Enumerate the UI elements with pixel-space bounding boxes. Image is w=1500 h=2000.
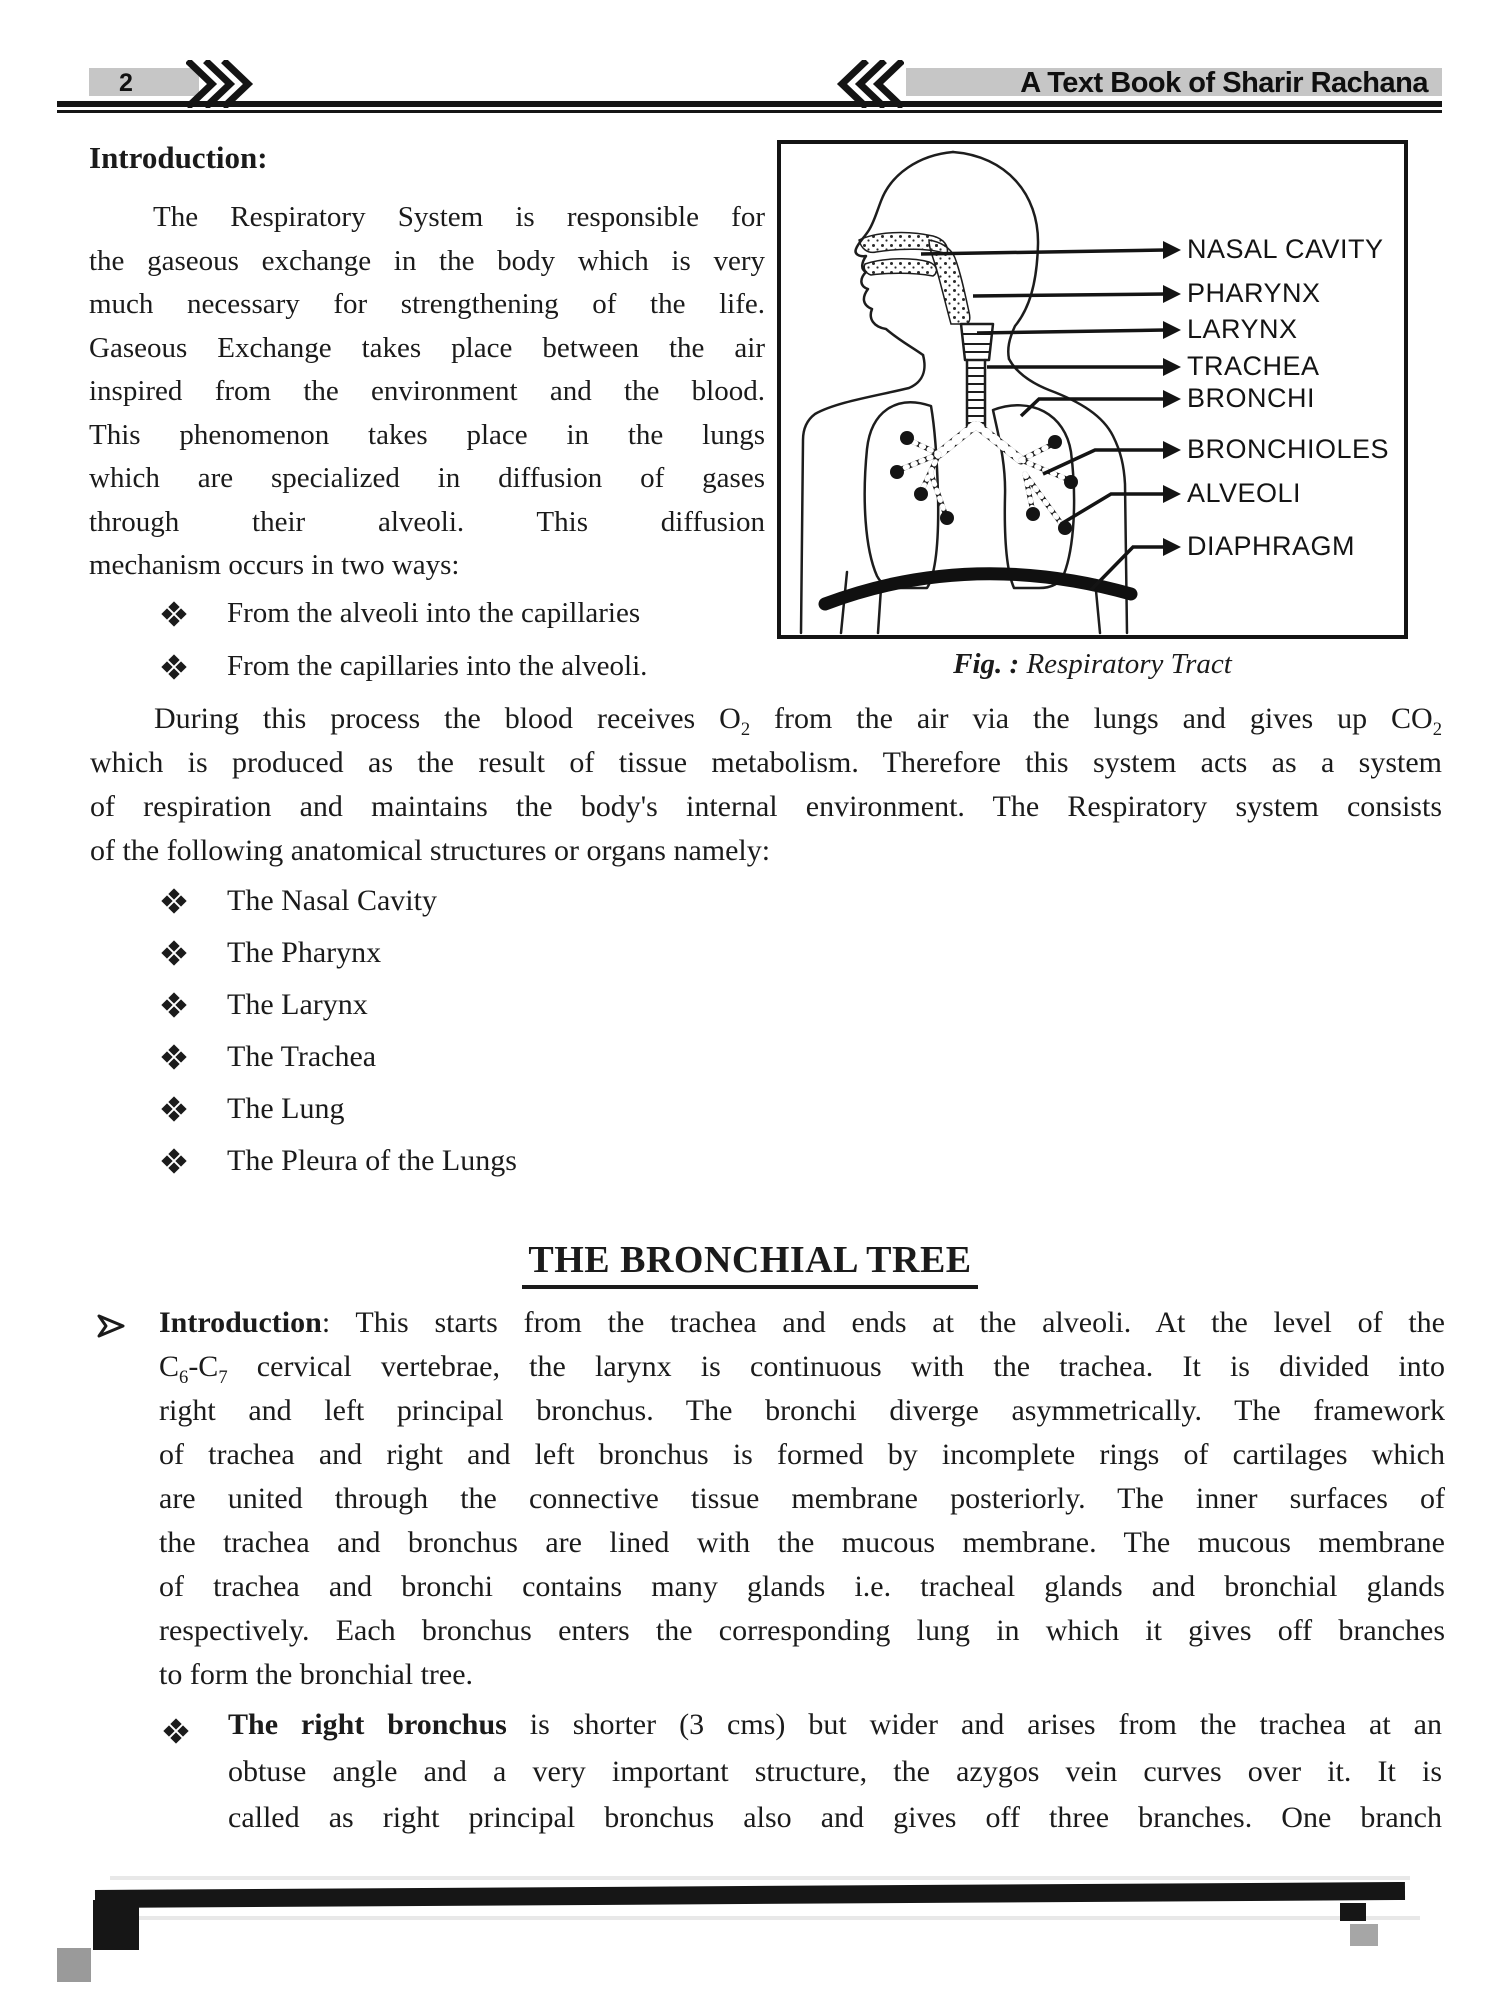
book-title: A Text Book of Sharir Rachana <box>1020 67 1428 99</box>
diamond-bullet-icon <box>163 1098 185 1120</box>
book-title-band <box>906 67 1442 99</box>
label-arrowhead-icons <box>1163 241 1181 556</box>
list-item-label: The Nasal Cavity <box>227 884 437 917</box>
list-item-label: The Pharynx <box>227 936 382 969</box>
figure-labels <box>1187 144 1402 635</box>
diffusion-ways-list <box>163 597 783 703</box>
footer-left-ornament-shadow <box>57 1948 91 1982</box>
diamond-bullet-icon <box>163 1150 185 1172</box>
diamond-bullet-icon <box>163 656 185 678</box>
list-item-label: The Larynx <box>227 988 368 1021</box>
page-number-band <box>89 68 199 96</box>
figure-caption-title: Respiratory Tract <box>1026 648 1232 680</box>
list-item-label: The Lung <box>227 1092 345 1125</box>
section-heading: THE BRONCHIAL TREE <box>0 1238 1500 1289</box>
bronchial-tree-paragraph: Introduction: This starts from the trachea and ends at the alveoli. At the level of the $C_6-C_7$ cervical vertebrae, the larynx is continuous with the trachea. It is divided into right and left principal bronchus. The bronchi diverge asymmetrically. The framework of trachea and right and left bronchus is formed by incomplete rings of cartilages which are united through the connective tissue membrane posteriorly. The inner surfaces of the trachea and bronchus are lined with the mucous membrane. The mucous membrane of trachea and bronchi contains many glands i.e. tracheal glands and bronchial glands respectively. Each bronchus enters the corresponding lung in which it gives off branches to form the bronchial tree. <box>159 1306 1445 1691</box>
list-item <box>163 597 783 650</box>
header-rule-thin <box>57 110 1442 113</box>
footer-ghost-line <box>130 1916 1420 1920</box>
footer-right-ornament <box>1340 1903 1366 1921</box>
page-number: 2 <box>119 69 133 97</box>
diamond-bullet-icon <box>163 994 185 1016</box>
figure-label: ALVEOLI <box>1187 478 1302 508</box>
process-paragraph: During this process the blood receives $O_2$ from the air via the lungs and gives up $CO_2$ which is produced as the result of tissue metabolism. Therefore this system acts as a system of respiration and maintains the body's internal environment. The Respiratory system consists of the following anatomical structures or organs namely: <box>90 702 1442 867</box>
figure-box <box>777 140 1408 639</box>
footer-bar <box>95 1882 1405 1908</box>
list-item <box>163 1144 863 1196</box>
list-item <box>163 884 863 936</box>
list-item <box>163 988 863 1040</box>
figure-caption <box>777 648 1408 681</box>
figure-label: BRONCHI <box>1187 383 1316 413</box>
list-item-label: The Pleura of the Lungs <box>227 1144 517 1177</box>
footer-ghost-line <box>110 1876 1410 1880</box>
list-item-label: The Trachea <box>227 1040 377 1073</box>
organs-list <box>163 884 863 1196</box>
header-rule-thick <box>57 101 1442 107</box>
figure-label: BRONCHIOLES <box>1187 434 1390 464</box>
figure-label: PHARYNX <box>1187 278 1321 308</box>
diamond-bullet-icon <box>163 1046 185 1068</box>
diamond-bullet-icon <box>165 1720 187 1742</box>
figure-label: TRACHEA <box>1187 351 1320 381</box>
diamond-bullet-icon <box>163 942 185 964</box>
right-bronchus-paragraph: The right bronchus is shorter (3 cms) but wider and arises from the trachea at an obtuse angle and a very important structure, the azygos vein curves over it. It is called as right principal bronchus also and gives off three branches. One branch <box>228 1708 1442 1834</box>
footer-right-ornament-shadow <box>1350 1924 1378 1946</box>
footer-left-ornament <box>93 1900 139 1950</box>
diamond-bullet-icon <box>163 890 185 912</box>
list-item <box>163 1040 863 1092</box>
diamond-bullet-icon <box>163 603 185 625</box>
figure-label: NASAL CAVITY <box>1187 234 1384 264</box>
diaphragm-arc <box>825 574 1131 604</box>
intro-heading: Introduction: <box>89 140 268 175</box>
list-item-label: From the alveoli into the capillaries <box>227 597 641 629</box>
list-item <box>163 650 783 703</box>
figure-label: DIAPHRAGM <box>1187 531 1356 561</box>
list-item <box>163 1092 863 1144</box>
list-item <box>163 936 863 988</box>
arrowhead-bullet-icon <box>96 1312 126 1340</box>
list-item-label: From the capillaries into the alveoli. <box>227 650 648 682</box>
figure-caption-label: Fig. : <box>953 648 1020 680</box>
intro-paragraph: The Respiratory System is responsible for the gaseous exchange in the body which is very much necessary for strengthening of the life. Gaseous Exchange takes place between the air inspired from the environment and the blood. This phenomenon takes place in the lungs which are specialized in diffusion of gases through their alveoli. This diffusion mechanism occurs in two ways: <box>89 201 765 581</box>
figure-label: LARYNX <box>1187 314 1298 344</box>
